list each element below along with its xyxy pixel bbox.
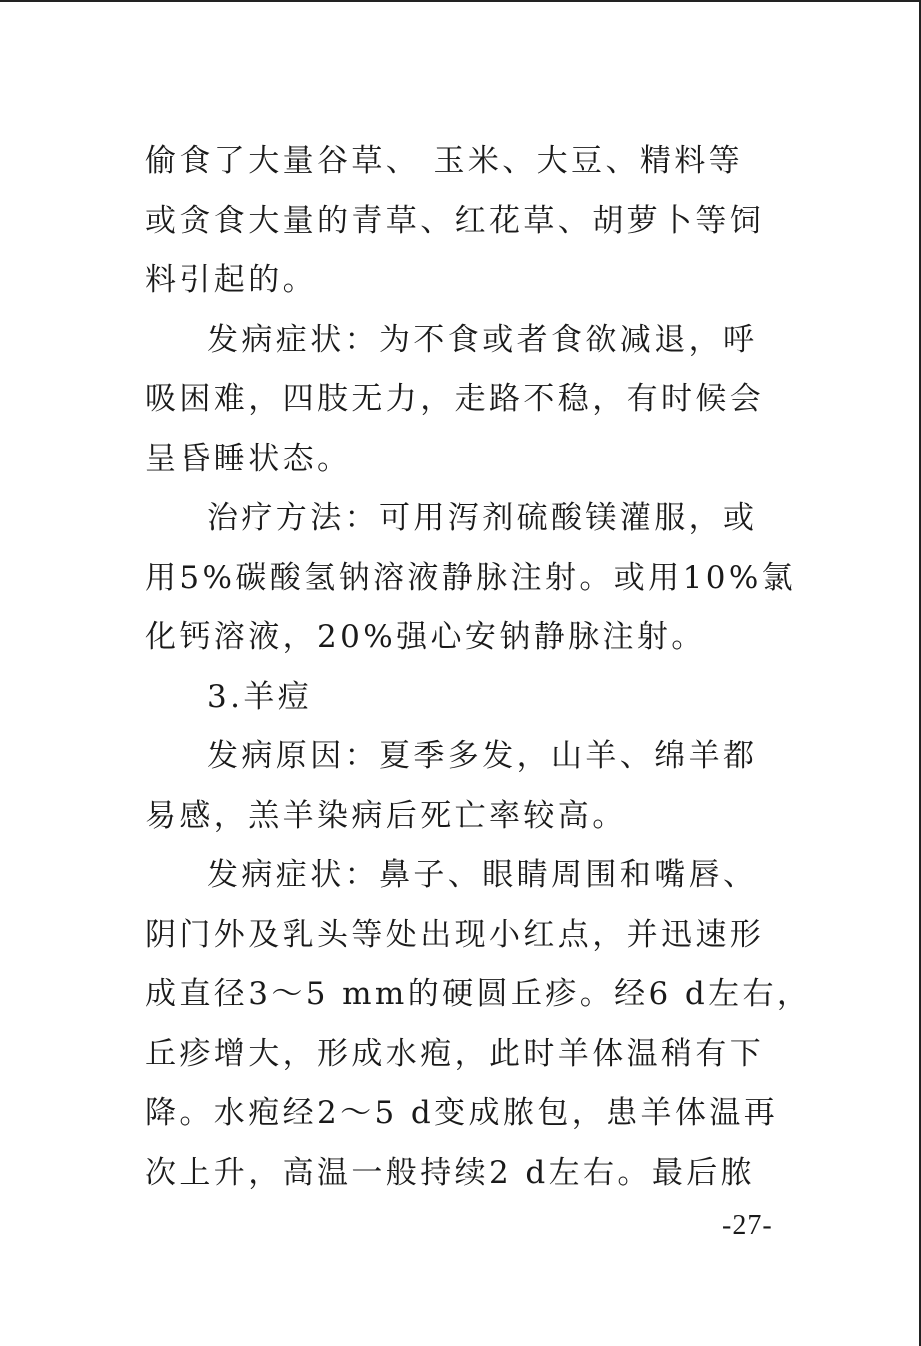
text-line: 吸困难，四肢无力，走路不稳，有时候会: [145, 381, 765, 417]
text-line: 丘疹增大，形成水疱，此时羊体温稍有下: [145, 1035, 765, 1072]
text-line: 或贪食大量的青草、红花草、胡萝卜等饲: [145, 202, 765, 239]
paragraph-start-line: 治疗方法：可用泻剂硫酸镁灌服，或: [207, 500, 758, 536]
paragraph-start-line: 发病症状：鼻子、眼睛周围和嘴唇、: [207, 857, 758, 893]
page-number: -27-: [722, 1210, 773, 1241]
text-line: 次上升，高温一般持续2 d左右。最后脓: [145, 1154, 756, 1191]
text-line: 呈昏睡状态。: [145, 440, 352, 477]
section-heading: 3.羊痘: [207, 678, 313, 715]
text-line: 易感，羔羊染病后死亡率较高。: [145, 797, 627, 834]
text-line: 成直径3～5 mm的硬圆丘疹。经6 d左右，: [145, 976, 812, 1012]
text-line: 用5%碳酸氢钠溶液静脉注射。或用10%氯: [145, 559, 797, 596]
text-line: 化钙溶液，20%强心安钠静脉注射。: [145, 619, 706, 655]
paragraph-start-line: 发病原因：夏季多发，山羊、绵羊都: [207, 738, 758, 774]
text-line: 阴门外及乳头等处出现小红点，并迅速形: [145, 916, 765, 953]
text-line: 料引起的。: [145, 262, 317, 298]
text-line: 降。水疱经2～5 d变成脓包，患羊体温再: [145, 1095, 779, 1131]
paragraph-start-line: 发病症状：为不食或者食欲减退，呼: [207, 321, 758, 358]
body-text: [145, 132, 812, 1203]
text-line: 偷食了大量谷草、 玉米、大豆、精料等: [145, 143, 744, 179]
top-border-rule: [0, 0, 921, 2]
